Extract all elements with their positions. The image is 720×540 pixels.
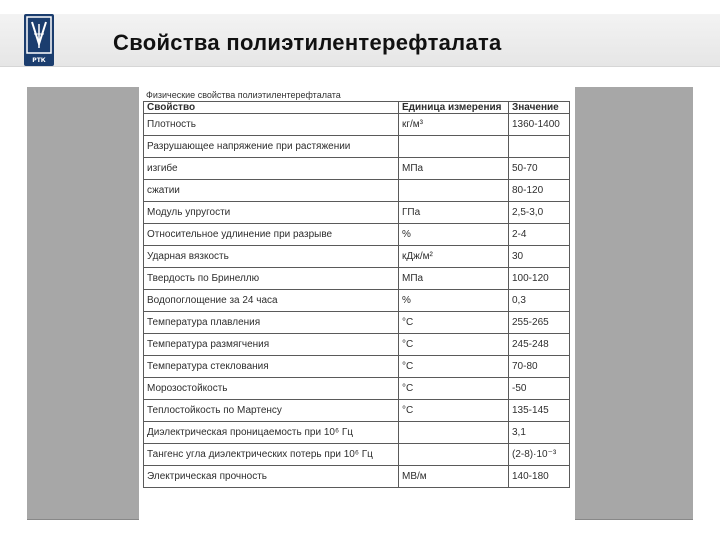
cell-unit: ГПа xyxy=(399,202,509,224)
cell-property: Плотность xyxy=(144,114,399,136)
cell-value: 70-80 xyxy=(509,356,570,378)
table-row xyxy=(144,312,570,334)
cell-property: сжатии xyxy=(144,180,399,202)
cell-value: 2,5-3,0 xyxy=(509,202,570,224)
cell-unit: МПа xyxy=(399,158,509,180)
cell-unit: °С xyxy=(399,312,509,334)
table-row xyxy=(144,136,570,158)
cell-unit xyxy=(399,444,509,466)
table-row xyxy=(144,224,570,246)
cell-unit: МПа xyxy=(399,268,509,290)
table-row xyxy=(144,114,570,136)
table-row xyxy=(144,202,570,224)
column-header-unit: Единица измерения xyxy=(399,102,509,114)
table-row xyxy=(144,444,570,466)
cell-unit: % xyxy=(399,224,509,246)
table-caption: Физические свойства полиэтилентерефталата xyxy=(146,90,341,100)
cell-property: Теплостойкость по Мартенсу xyxy=(144,400,399,422)
column-header-property: Свойство xyxy=(144,102,399,114)
cell-value: 100-120 xyxy=(509,268,570,290)
cell-unit xyxy=(399,422,509,444)
cell-property: Температура размягчения xyxy=(144,334,399,356)
cell-unit: °С xyxy=(399,334,509,356)
cell-value: (2-8)·10⁻³ xyxy=(509,444,570,466)
table-row xyxy=(144,334,570,356)
cell-value: 140-180 xyxy=(509,466,570,488)
cell-property: Ударная вязкость xyxy=(144,246,399,268)
table-row xyxy=(144,422,570,444)
cell-value: 50-70 xyxy=(509,158,570,180)
cell-unit xyxy=(399,180,509,202)
cell-property: Твердость по Бринеллю xyxy=(144,268,399,290)
table-row xyxy=(144,290,570,312)
cell-value: 2-4 xyxy=(509,224,570,246)
cell-property: Электрическая прочность xyxy=(144,466,399,488)
table-row xyxy=(144,356,570,378)
cell-unit xyxy=(399,136,509,158)
table-row xyxy=(144,400,570,422)
cell-value: 0,3 xyxy=(509,290,570,312)
logo-emblem xyxy=(24,14,54,66)
cell-value: 1360-1400 xyxy=(509,114,570,136)
cell-value: 135-145 xyxy=(509,400,570,422)
cell-value: 80-120 xyxy=(509,180,570,202)
cell-unit: °С xyxy=(399,400,509,422)
page-title: Свойства полиэтилентерефталата xyxy=(113,30,502,55)
cell-value: 30 xyxy=(509,246,570,268)
table-body xyxy=(144,114,570,488)
table-row xyxy=(144,268,570,290)
cell-property: Тангенс угла диэлектрических потерь при 10⁶ Гц xyxy=(144,444,399,466)
cell-value: 255-265 xyxy=(509,312,570,334)
cell-property: Разрушающее напряжение при растяжении xyxy=(144,136,399,158)
cell-value: 3,1 xyxy=(509,422,570,444)
cell-property: Относительное удлинение при разрыве xyxy=(144,224,399,246)
table-row xyxy=(144,246,570,268)
table-header-row xyxy=(144,102,570,114)
cell-property: Температура стеклования xyxy=(144,356,399,378)
cell-unit: МВ/м xyxy=(399,466,509,488)
cell-unit: °С xyxy=(399,378,509,400)
cell-unit: кДж/м² xyxy=(399,246,509,268)
table-row xyxy=(144,378,570,400)
logo-text: РТК xyxy=(32,57,46,64)
cell-property: изгибе xyxy=(144,158,399,180)
table-row xyxy=(144,158,570,180)
cell-value: -50 xyxy=(509,378,570,400)
properties-table xyxy=(143,101,570,488)
cell-unit: % xyxy=(399,290,509,312)
cell-property: Диэлектрическая проницаемость при 10⁶ Гц xyxy=(144,422,399,444)
cell-value: 245-248 xyxy=(509,334,570,356)
cell-value xyxy=(509,136,570,158)
cell-property: Температура плавления xyxy=(144,312,399,334)
cell-property: Водопоглощение за 24 часа xyxy=(144,290,399,312)
cell-property: Морозостойкость xyxy=(144,378,399,400)
column-header-value: Значение xyxy=(509,102,570,114)
table-row xyxy=(144,180,570,202)
cell-property: Модуль упругости xyxy=(144,202,399,224)
cell-unit: кг/м³ xyxy=(399,114,509,136)
table-row xyxy=(144,466,570,488)
cell-unit: °С xyxy=(399,356,509,378)
